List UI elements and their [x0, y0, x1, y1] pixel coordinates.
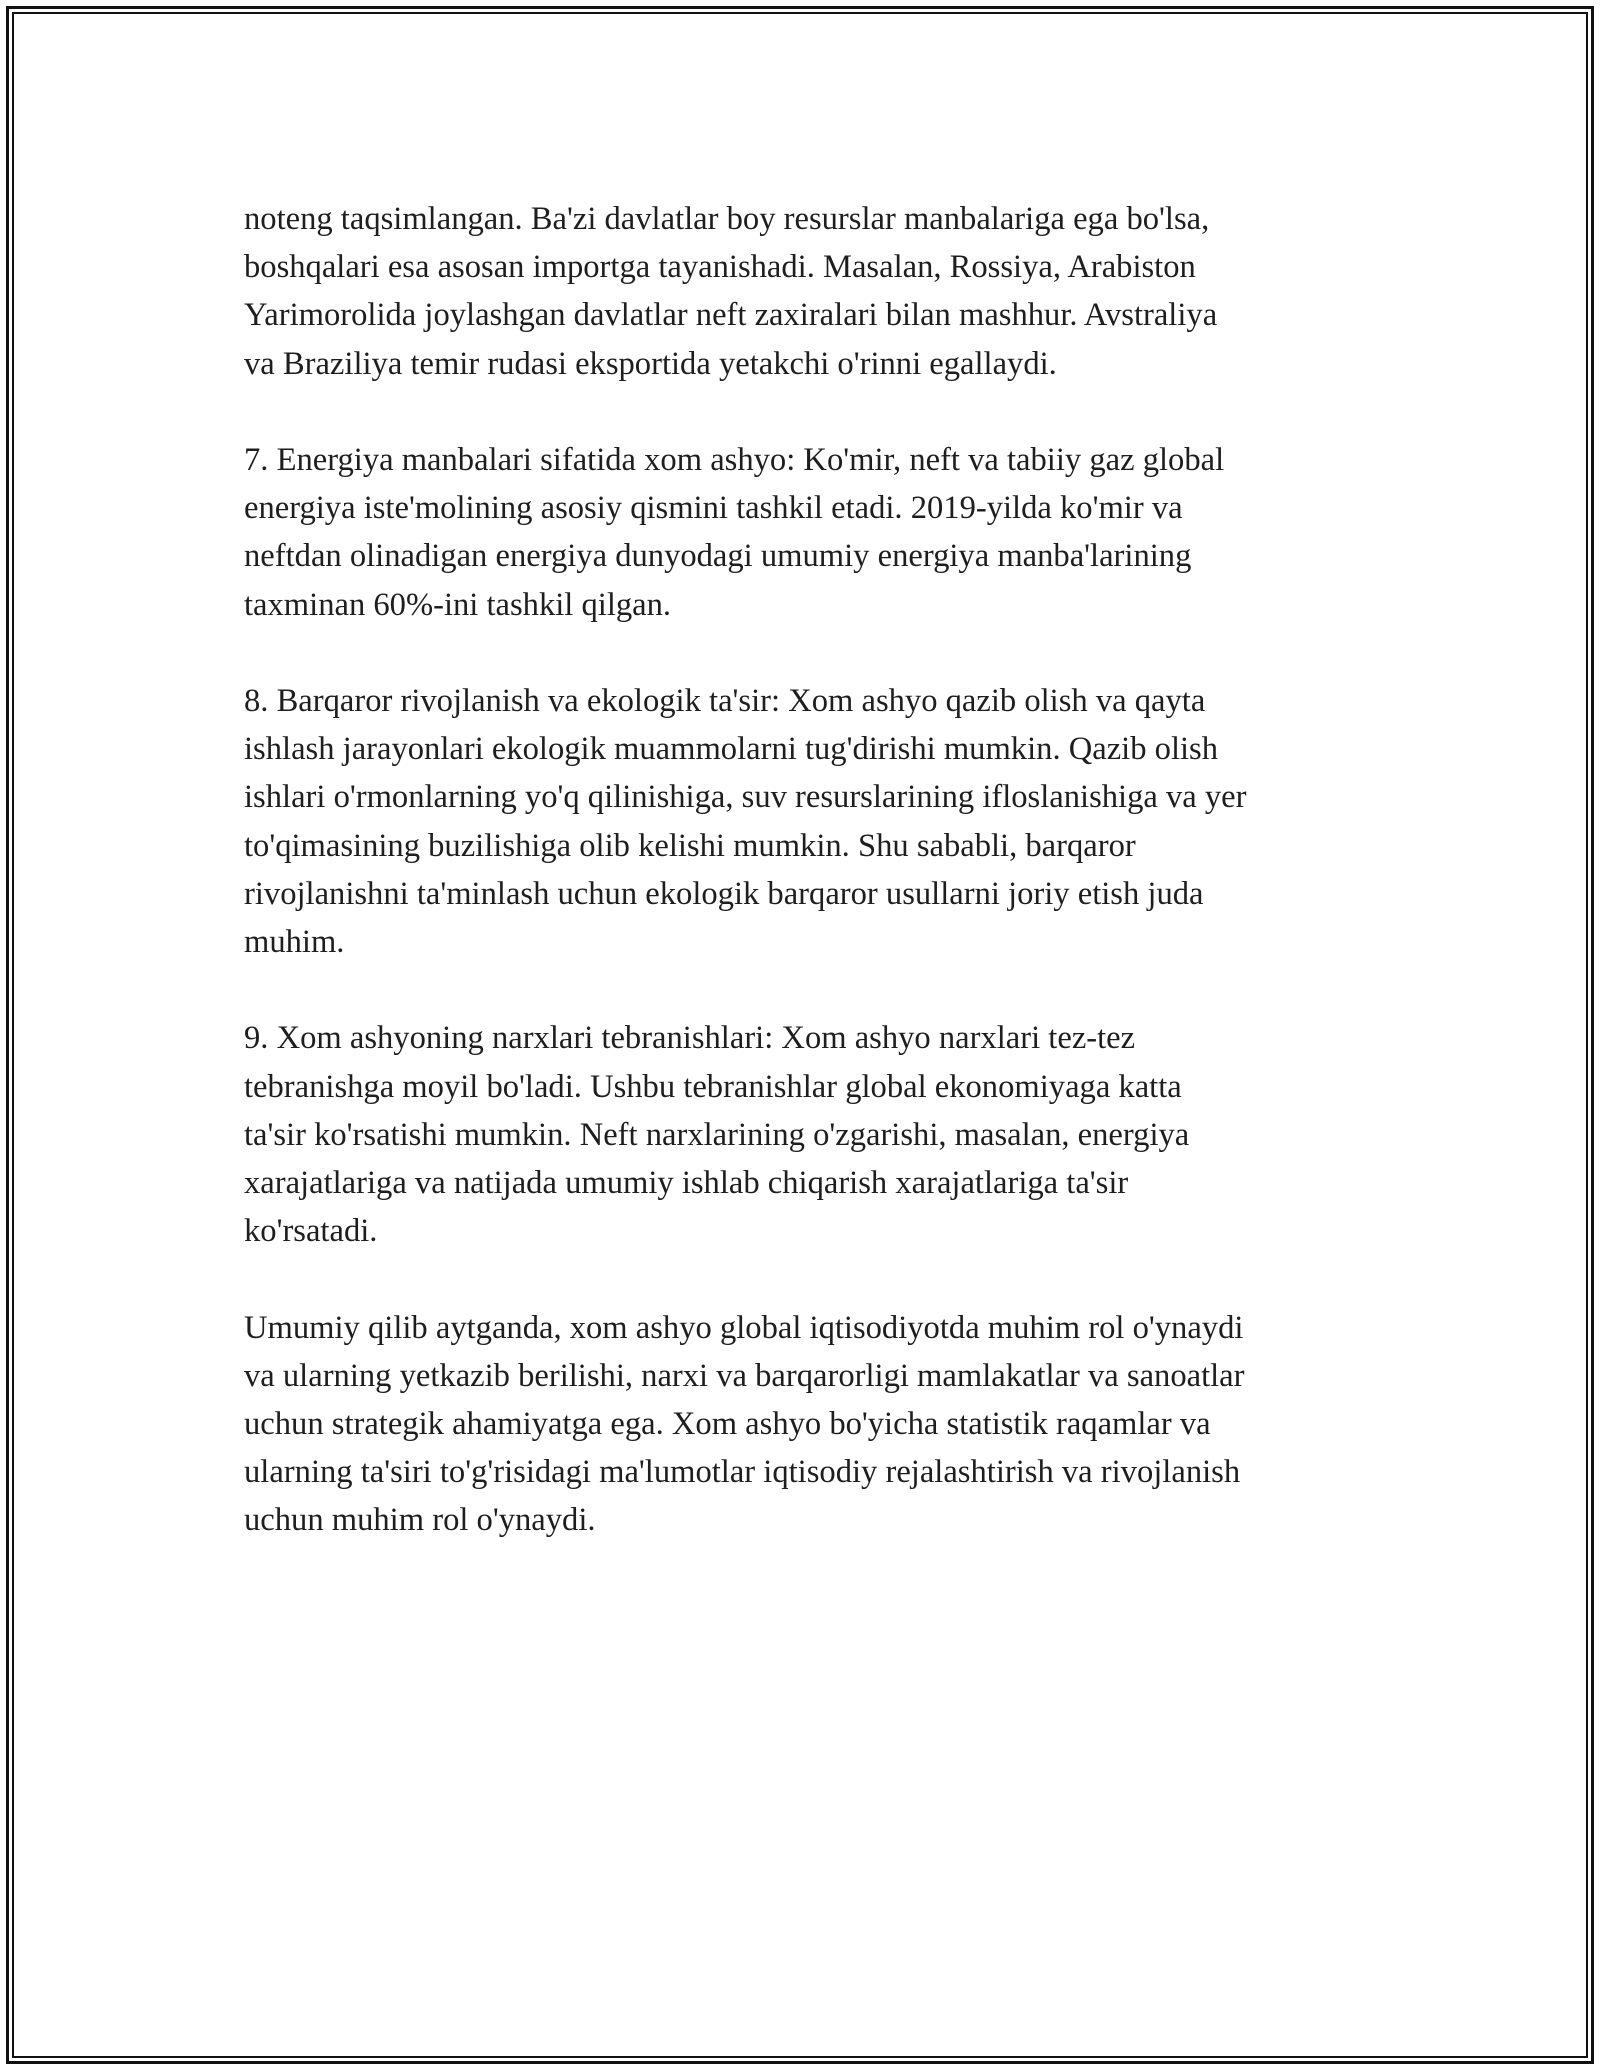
page-frame: [6, 6, 1594, 2064]
paragraph-resource-distribution: noteng taqsimlangan. Ba'zi davlatlar boy resurslar manbalariga ega bo'lsa, boshqalari esa asosan importga tayanishadi. Masalan, Rossiya, Arabiston Yarimorolida joylashgan davlatlar neft zaxiralari bilan mashhur. Avstraliya va Braziliya temir rudasi eksportida yetakchi o'rinni egallaydi.: [244, 201, 1218, 382]
paragraph-energy-sources: 7. Energiya manbalari sifatida xom ashyo: Ko'mir, neft va tabiiy gaz global energiya iste'molining asosiy qismini tashkil etadi. 2019-yilda ko'mir va neftdan olinadigan energiya dunyodagi umumiy energiya manba'larining taxminan 60%-ini tashkil qilgan.: [244, 442, 1225, 623]
paragraph-price-fluctuations: 9. Xom ashyoning narxlari tebranishlari: Xom ashyo narxlari tez-tez tebranishga moyil bo'ladi. Ushbu tebranishlar global ekonomiyaga katta ta'sir ko'rsatishi mumkin. Neft narxlarining o'zgarishi, masalan, energiya xarajatlariga va natijada umumiy ishlab chiqarish xarajatlariga ta'sir ko'rsatadi.: [244, 1020, 1190, 1250]
paragraph-conclusion: Umumiy qilib aytganda, xom ashyo global iqtisodiyotda muhim rol o'ynaydi va ularning yetkazib berilishi, narxi va barqarorligi mamlakatlar va sanoatlar uchun strategik ahamiyatga ega. Xom ashyo bo'yicha statistik raqamlar va ularning ta'siri to'g'risidagi ma'lumotlar iqtisodiy rejalashtirish va rivojlanish uchun muhim rol o'ynaydi.: [244, 1309, 1245, 1539]
paragraph-sustainable-development: 8. Barqaror rivojlanish va ekologik ta'sir: Xom ashyo qazib olish va qayta ishlash jarayonlari ekologik muammolarni tug'dirishi mumkin. Qazib olish ishlari o'rmonlarning yo'q qilinishiga, suv resurslarining ifloslanishiga va yer to'qimasining buzilishiga olib kelishi mumkin. Shu sababli, barqaror rivojlanishni ta'minlash uchun ekologik barqaror usullarni joriy etish juda muhim.: [244, 683, 1247, 961]
document-body: [244, 195, 1384, 1593]
